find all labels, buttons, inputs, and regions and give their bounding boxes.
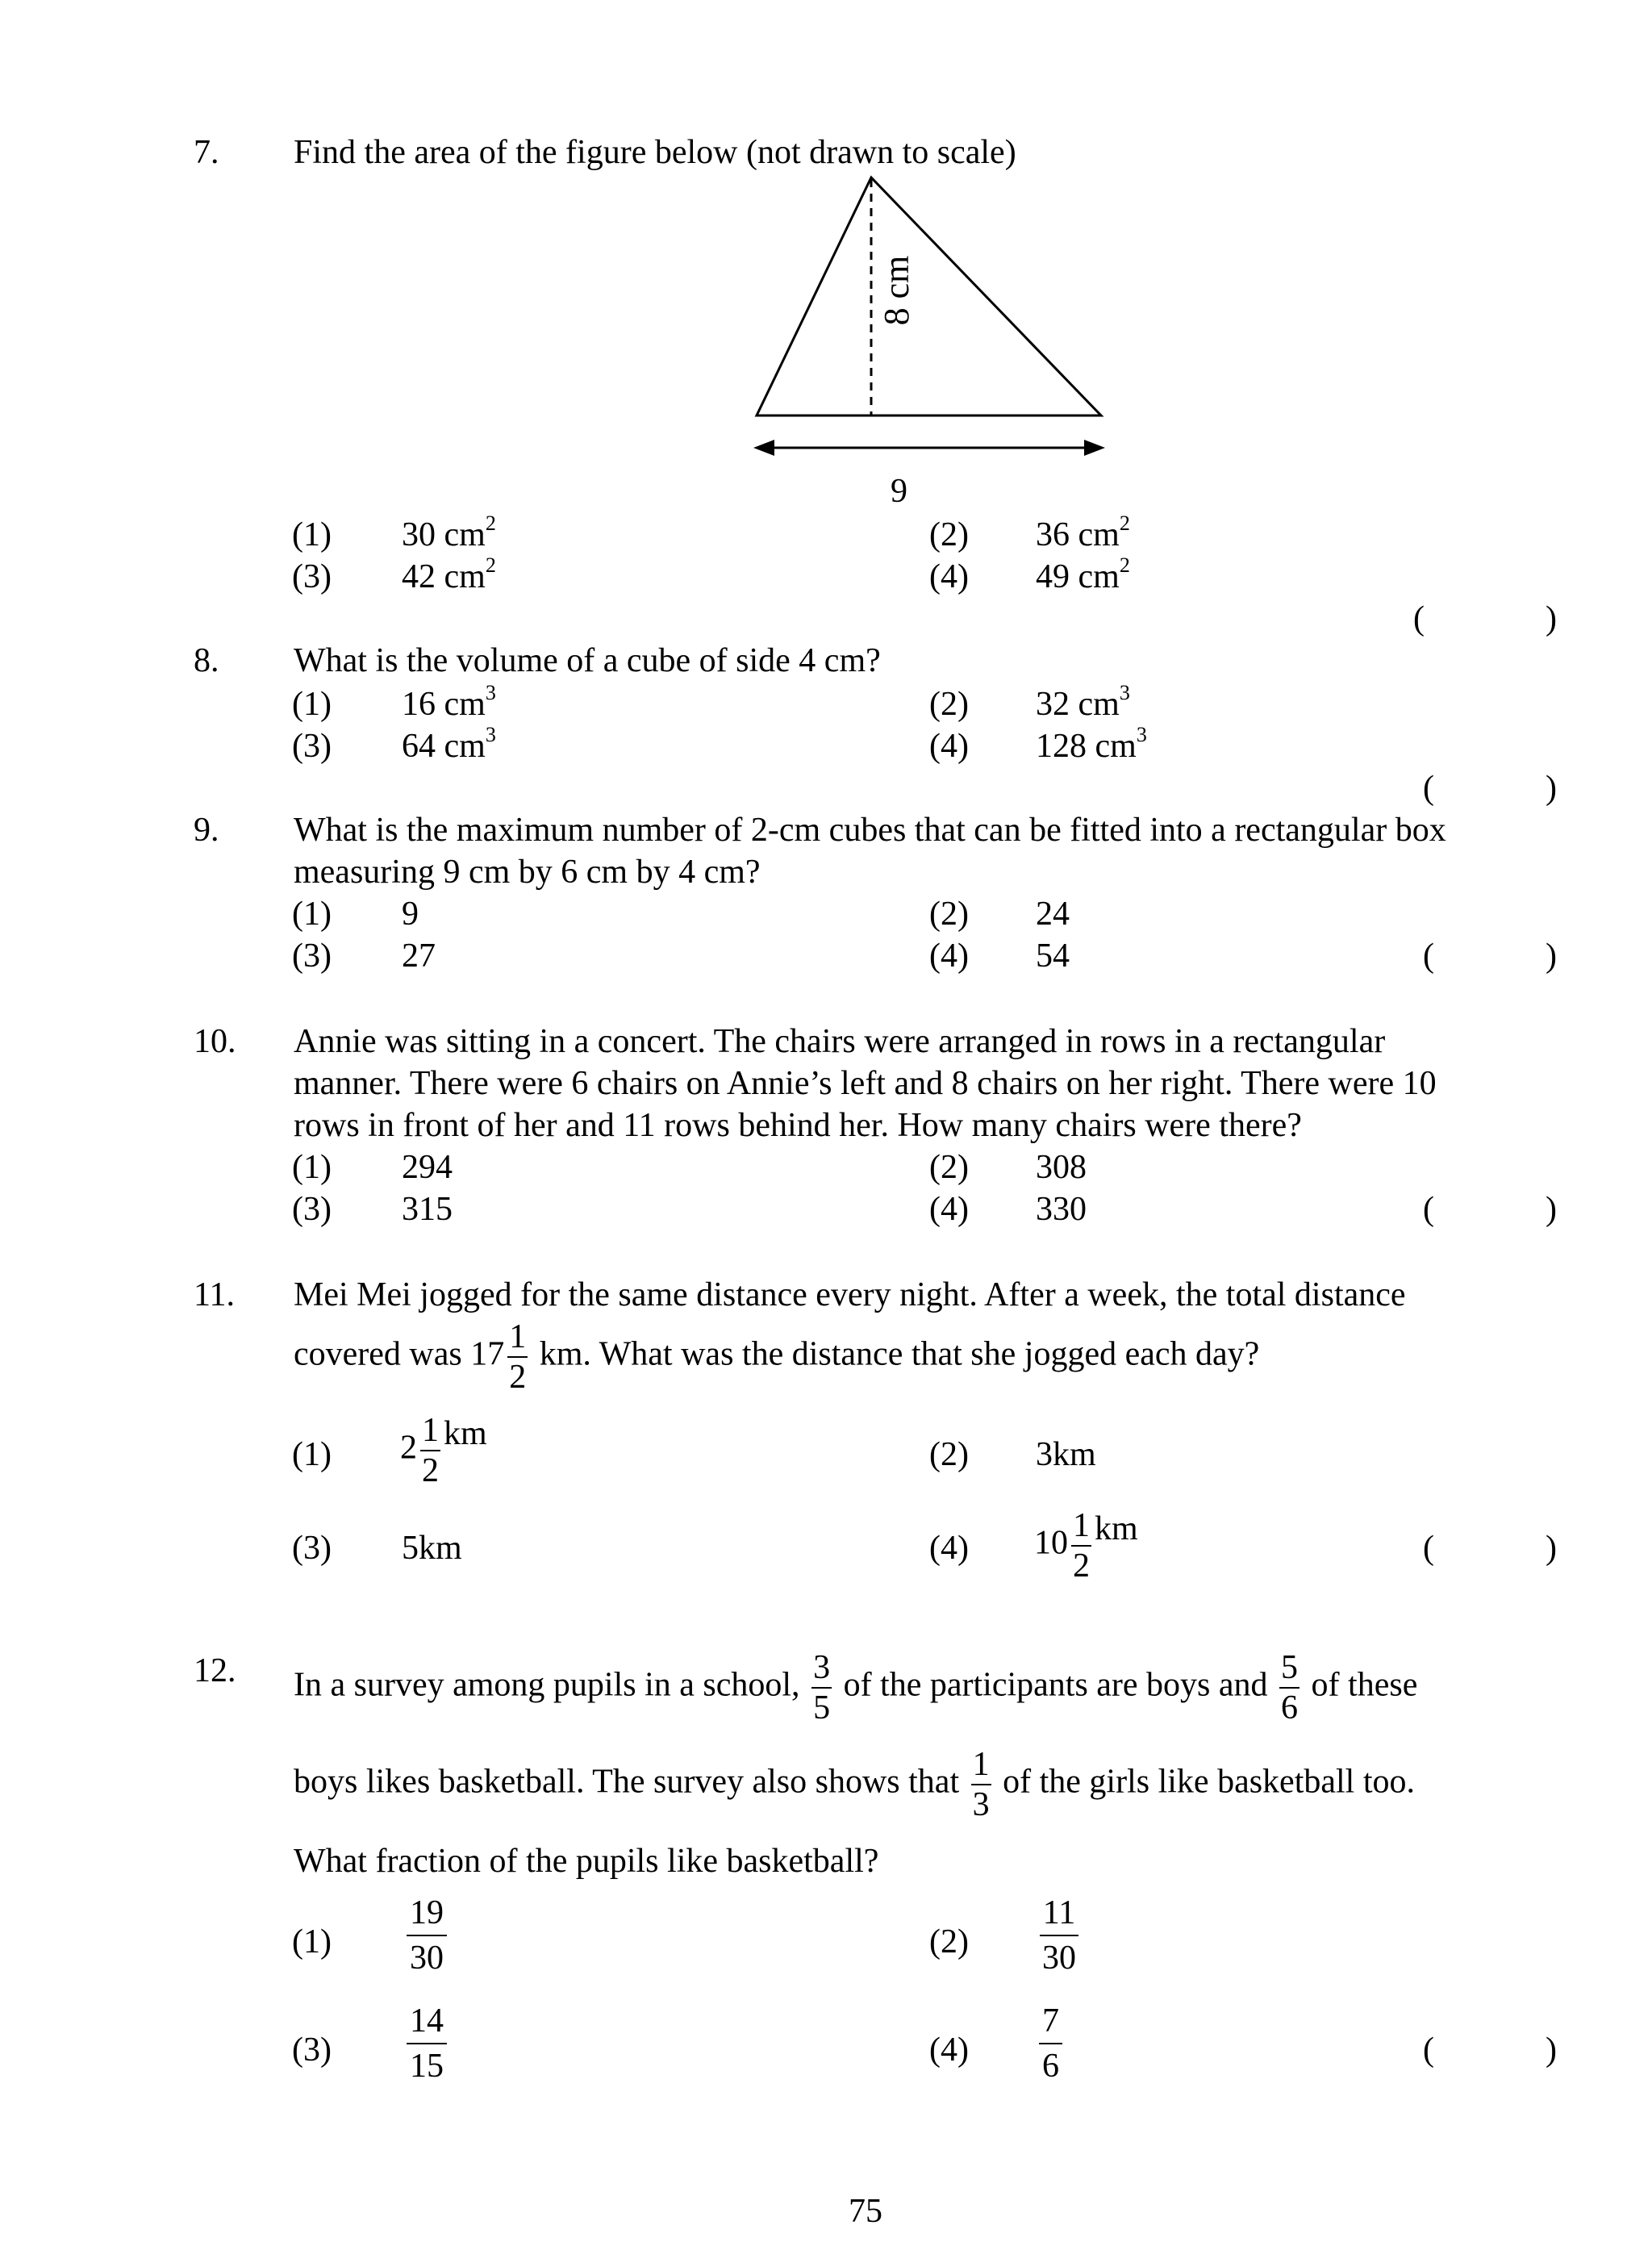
q9-opt1-value: 9 <box>402 896 419 933</box>
q12-number: 12. <box>194 1652 236 1689</box>
q12-opt3-value: $\frac{14}{15}$ <box>403 2004 450 2083</box>
q10-text-line1: Annie was sitting in a concert. The chairs were arranged in rows in a rectangular <box>294 1023 1386 1060</box>
q8-text: What is the volume of a cube of side 4 cm? <box>294 642 881 679</box>
q12-opt1-label: (1) <box>292 1923 332 1960</box>
q7-opt2-value: 36 $cm^2$ <box>1036 512 1130 553</box>
q12-fraction-boys: $\frac{3}{5}$ <box>813 1649 831 1727</box>
q11-opt3-label: (3) <box>292 1530 332 1567</box>
q9-opt3-value: 27 <box>402 937 436 975</box>
q11-text-line1: Mei Mei jogged for the same distance every night. After a week, the total distance <box>294 1276 1406 1313</box>
q12-opt1-value: $\frac{19}{30}$ <box>403 1896 450 1975</box>
q11-answer-close[interactable]: ) <box>1546 1530 1557 1567</box>
q10-answer-close[interactable]: ) <box>1546 1191 1557 1228</box>
q10-text-line2: manner. There were 6 chairs on Annie’s left and 8 chairs on her right. There were 10 <box>294 1065 1437 1102</box>
q7-answer-open[interactable]: ( <box>1413 600 1425 637</box>
q10-opt2-value: 308 <box>1036 1149 1087 1186</box>
q9-answer-open[interactable]: ( <box>1423 937 1434 975</box>
page-number: 75 <box>849 2193 882 2230</box>
q7-triangle-figure <box>742 169 1113 476</box>
q9-opt3-label: (3) <box>292 937 332 975</box>
q12-opt3-label: (3) <box>292 2031 332 2069</box>
q7-opt1-label: (1) <box>292 516 332 553</box>
q10-opt3-value: 315 <box>402 1191 453 1228</box>
triangle-shape <box>757 177 1101 415</box>
q12-opt2-value: $\frac{11}{30}$ <box>1036 1896 1083 1975</box>
q12-text-line3: What fraction of the pupils like basketball? <box>294 1843 879 1880</box>
q11-opt1-value: 2 $\frac{1}{2}$ km <box>400 1412 487 1489</box>
q8-number: 8. <box>194 642 219 679</box>
right-arrowhead <box>1084 440 1105 456</box>
q9-opt4-label: (4) <box>929 937 969 975</box>
q9-text-line2: measuring 9 cm by 6 cm by 4 cm? <box>294 854 761 891</box>
q11-opt2-label: (2) <box>929 1436 969 1473</box>
q11-opt4-label: (4) <box>929 1530 969 1567</box>
q7-opt4-label: (4) <box>929 558 969 595</box>
q7-text: Find the area of the figure below (not drawn to scale) <box>294 134 1016 171</box>
q7-opt2-label: (2) <box>929 516 969 553</box>
q12-fraction-boys-basketball: $\frac{5}{6}$ <box>1281 1649 1299 1727</box>
q7-opt3-value: 42 $cm^2$ <box>402 553 496 595</box>
q7-opt1-value: 30 $cm^2$ <box>402 512 496 553</box>
q8-opt3-label: (3) <box>292 728 332 765</box>
q10-opt2-label: (2) <box>929 1149 969 1186</box>
q12-fraction-girls-basketball: $\frac{1}{3}$ <box>972 1746 990 1823</box>
q8-opt4-label: (4) <box>929 728 969 765</box>
q9-opt2-label: (2) <box>929 896 969 933</box>
q8-answer-close[interactable]: ) <box>1546 770 1557 807</box>
q10-opt3-label: (3) <box>292 1191 332 1228</box>
q8-answer-open[interactable]: ( <box>1423 770 1434 807</box>
q7-opt4-value: 49 $cm^2$ <box>1036 553 1130 595</box>
q8-opt4-value: 128 $cm^3$ <box>1036 723 1147 765</box>
q10-text-line3: rows in front of her and 11 rows behind her. How many chairs were there? <box>294 1107 1302 1144</box>
q9-opt2-value: 24 <box>1036 896 1070 933</box>
q11-text-line2: covered was 17 $\frac{1}{2}$ km. What was the distance that she jogged each day? <box>294 1318 1260 1396</box>
q10-opt1-label: (1) <box>292 1149 332 1186</box>
q10-opt4-label: (4) <box>929 1191 969 1228</box>
q7-opt3-label: (3) <box>292 558 332 595</box>
q10-number: 10. <box>194 1023 236 1060</box>
q11-answer-open[interactable]: ( <box>1423 1530 1434 1567</box>
q12-answer-close[interactable]: ) <box>1546 2031 1557 2069</box>
q12-text-line1: In a survey among pupils in a school, $\frac{3}{5}$ of the participants are boys and $\frac{5}{6}$ of these <box>294 1649 1418 1727</box>
q12-opt4-value: $\frac{7}{6}$ <box>1036 2004 1066 2083</box>
q12-opt4-label: (4) <box>929 2031 969 2069</box>
q11-opt4-value: 10 $\frac{1}{2}$ km <box>1034 1507 1138 1585</box>
q12-opt2-label: (2) <box>929 1923 969 1960</box>
q10-opt1-value: 294 <box>402 1149 453 1186</box>
q12-answer-open[interactable]: ( <box>1423 2031 1434 2069</box>
q9-opt4-value: 54 <box>1036 937 1070 975</box>
q8-opt2-value: 32 $cm^3$ <box>1036 681 1130 723</box>
q11-opt3-value: 5km <box>402 1530 462 1567</box>
q12-text-line2: boys likes basketball. The survey also shows that $\frac{1}{3}$ of the girls like basketball too. <box>294 1746 1416 1823</box>
q7-number: 7. <box>194 134 219 171</box>
q8-opt1-label: (1) <box>292 686 332 723</box>
q9-answer-close[interactable]: ) <box>1546 937 1557 975</box>
q9-opt1-label: (1) <box>292 896 332 933</box>
q9-number: 9. <box>194 812 219 849</box>
q8-opt3-value: 64 $cm^3$ <box>402 723 496 765</box>
q9-text-line1: What is the maximum number of 2-cm cubes that can be fitted into a rectangular box <box>294 812 1446 849</box>
q10-opt4-value: 330 <box>1036 1191 1087 1228</box>
q11-fraction: $\frac{1}{2}$ <box>509 1318 527 1396</box>
left-arrowhead <box>753 440 774 456</box>
q7-answer-close[interactable]: ) <box>1546 600 1557 637</box>
q10-answer-open[interactable]: ( <box>1423 1191 1434 1228</box>
q11-opt2-value: 3km <box>1036 1436 1096 1473</box>
q8-opt2-label: (2) <box>929 686 969 723</box>
q8-opt1-value: 16 $cm^3$ <box>402 681 496 723</box>
height-label: 8 cm <box>877 255 916 326</box>
base-label: 9 <box>891 473 907 510</box>
q11-opt1-label: (1) <box>292 1436 332 1473</box>
q11-number: 11. <box>194 1276 235 1313</box>
